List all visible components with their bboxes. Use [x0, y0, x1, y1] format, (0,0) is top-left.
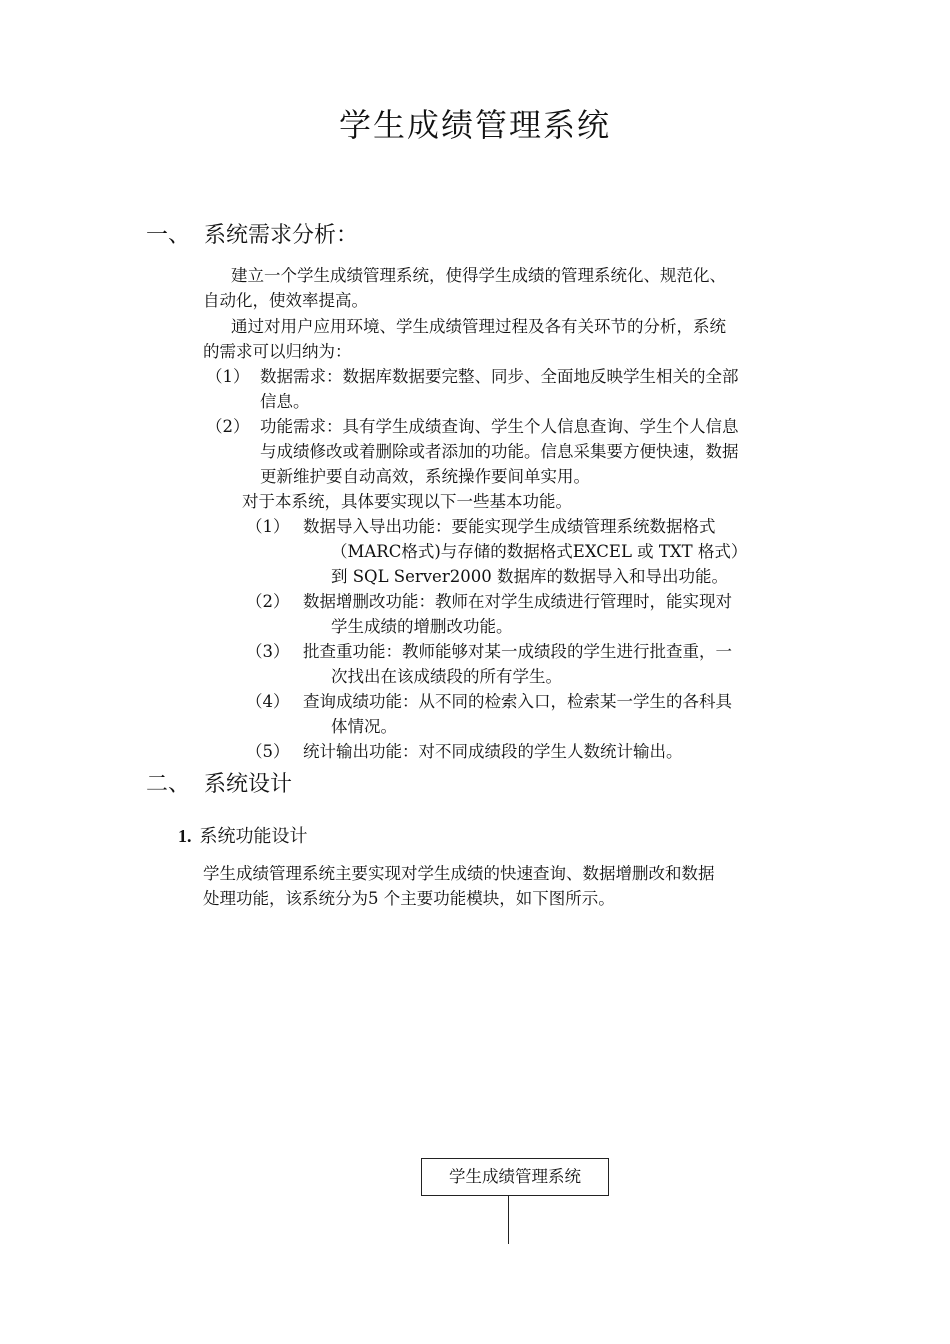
func2-number: （2） [246, 592, 290, 611]
req2-line1: 功能需求：具有学生成绩查询、学生个人信息查询、学生个人信息 [260, 417, 739, 436]
req2-number: （2） [206, 417, 250, 436]
functions-intro: 对于本系统，具体要实现以下一些基本功能。 [242, 492, 572, 511]
section2-para-line1: 学生成绩管理系统主要实现对学生成绩的快速查询、数据增删改和数据 [203, 864, 715, 883]
page-title: 学生成绩管理系统 [338, 106, 611, 144]
func4-line2: 体情况。 [331, 717, 397, 736]
para2-line2: 的需求可以归纳为： [203, 342, 352, 361]
subsection1-number: 1. [178, 826, 192, 846]
func4-number: （4） [246, 692, 290, 711]
req1-line1: 数据需求：数据库数据要完整、同步、全面地反映学生相关的全部 [260, 367, 739, 386]
section1-heading [146, 218, 358, 249]
func1-line3: 到 SQL Server2000 数据库的数据导入和导出功能。 [331, 567, 728, 586]
req2-line2: 与成绩修改或着删除或者添加的功能。信息采集要方便快速，数据 [260, 442, 739, 461]
func1-line1: 数据导入导出功能：要能实现学生成绩管理系统数据格式 [303, 517, 716, 536]
section1-number: 一、 [146, 223, 191, 248]
para2-line1: 通过对用户应用环境、学生成绩管理过程及各有关环节的分析，系统 [231, 317, 726, 336]
subsection1-title: 系统功能设计 [199, 826, 308, 847]
section1-title: 系统需求分析： [204, 223, 359, 248]
para1-line1: 建立一个学生成绩管理系统，使得学生成绩的管理系统化、规范化、 [231, 266, 726, 285]
func3-line2: 次找出在该成绩段的所有学生。 [331, 667, 562, 686]
diagram-connector-line [508, 1196, 509, 1244]
req1-line2: 信息。 [260, 392, 310, 411]
func2-line2: 学生成绩的增删改功能。 [331, 617, 513, 636]
func3-number: （3） [246, 642, 290, 661]
func5-number: （5） [246, 742, 290, 761]
func4-line1: 查询成绩功能：从不同的检索入口，检索某一学生的各科具 [303, 692, 732, 711]
section2-heading [146, 767, 292, 798]
req2-line3: 更新维护要自动高效，系统操作要间单实用。 [260, 467, 590, 486]
req1-number: （1） [206, 367, 250, 386]
section2-para-line2: 处理功能，该系统分为5 个主要功能模块，如下图所示。 [203, 889, 615, 908]
para1-line2: 自动化，使效率提高。 [203, 291, 368, 310]
diagram-root-node: 学生成绩管理系统 [421, 1158, 609, 1196]
section2-number: 二、 [146, 772, 191, 797]
func2-line1: 数据增删改功能：教师在对学生成绩进行管理时，能实现对 [303, 592, 732, 611]
section2-title: 系统设计 [204, 772, 293, 797]
func5-line1: 统计输出功能：对不同成绩段的学生人数统计输出。 [303, 742, 683, 761]
func1-line2: （MARC格式)与存储的数据格式EXCEL 或 TXT 格式） [331, 542, 748, 561]
func1-number: （1） [246, 517, 290, 536]
func3-line1: 批查重功能：教师能够对某一成绩段的学生进行批查重，一 [303, 642, 732, 661]
subsection1-heading [178, 822, 308, 848]
